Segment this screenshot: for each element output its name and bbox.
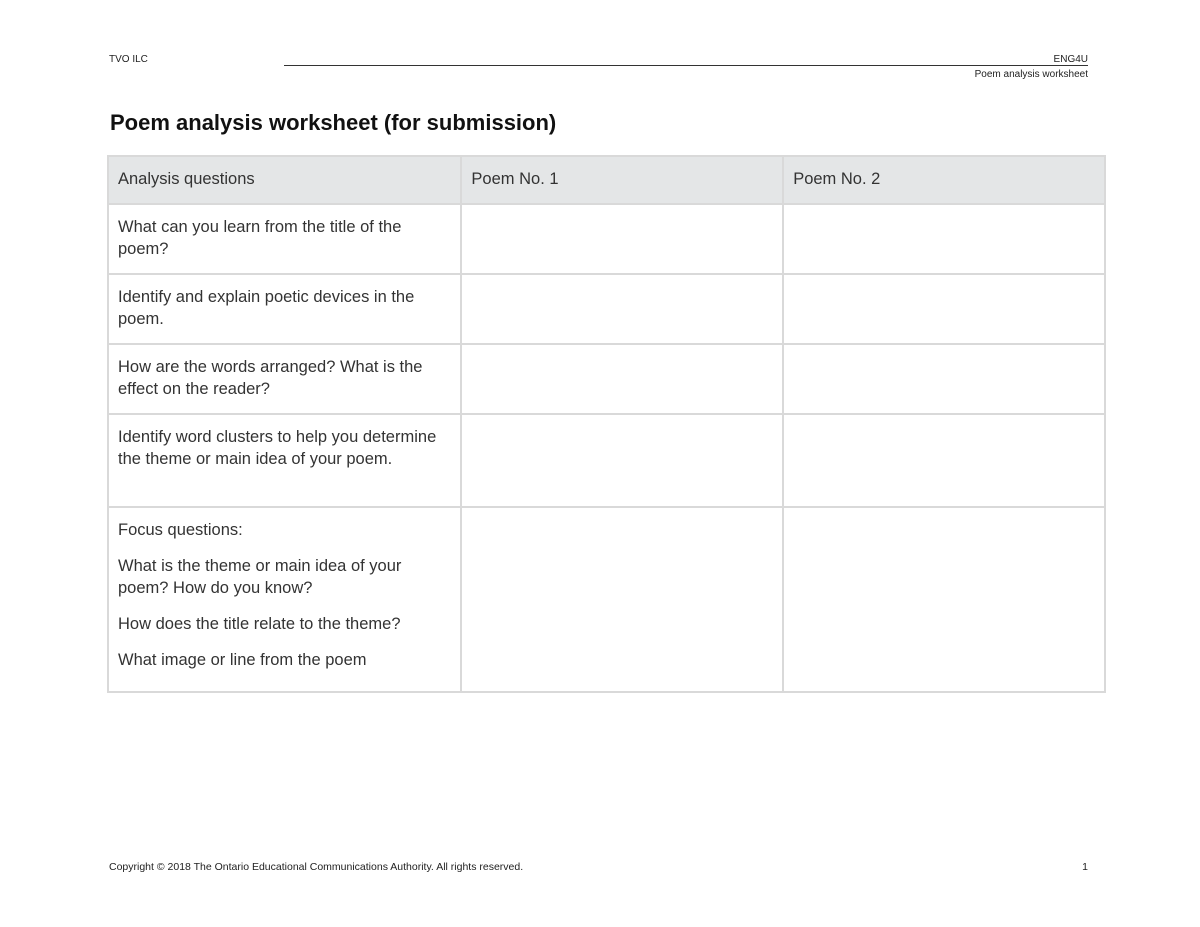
focus-question: How does the title relate to the theme? [118, 615, 401, 633]
focus-heading: Focus questions: [118, 521, 243, 539]
page-title: Poem analysis worksheet (for submission) [110, 110, 557, 135]
worksheet-table [107, 155, 1106, 693]
focus-questions-cell [108, 507, 461, 692]
question-cell: What can you learn from the title of the poem? [108, 204, 461, 274]
header-rule [284, 65, 1088, 66]
answer-cell-poem-2[interactable] [783, 507, 1105, 692]
table-row [108, 414, 1105, 507]
answer-cell-poem-1[interactable] [461, 414, 783, 507]
question-cell: Identify word clusters to help you determine the theme or main idea of your poem. [108, 414, 461, 507]
header-doc-label: Poem analysis worksheet [974, 69, 1088, 80]
answer-cell-poem-2[interactable] [783, 414, 1105, 507]
table-row [108, 344, 1105, 414]
answer-cell-poem-1[interactable] [461, 507, 783, 692]
page-number: 1 [1082, 861, 1088, 873]
table-row [108, 274, 1105, 344]
column-header-questions: Analysis questions [108, 156, 461, 204]
answer-cell-poem-2[interactable] [783, 344, 1105, 414]
question-cell: How are the words arranged? What is the effect on the reader? [108, 344, 461, 414]
answer-cell-poem-1[interactable] [461, 204, 783, 274]
header-org: TVO ILC [109, 54, 148, 65]
table-row-focus [108, 507, 1105, 692]
copyright-footer: Copyright © 2018 The Ontario Educational Communications Authority. All rights reserved. [109, 861, 524, 873]
question-cell: Identify and explain poetic devices in the poem. [108, 274, 461, 344]
table-header-row [108, 156, 1105, 204]
answer-cell-poem-2[interactable] [783, 274, 1105, 344]
answer-cell-poem-2[interactable] [783, 204, 1105, 274]
focus-question: What image or line from the poem [118, 651, 367, 669]
answer-cell-poem-1[interactable] [461, 344, 783, 414]
column-header-poem-2: Poem No. 2 [783, 156, 1105, 204]
table-row [108, 204, 1105, 274]
column-header-poem-1: Poem No. 1 [461, 156, 783, 204]
header-course: ENG4U [1053, 54, 1088, 65]
focus-question: What is the theme or main idea of your poem? How do you know? [118, 557, 402, 597]
answer-cell-poem-1[interactable] [461, 274, 783, 344]
